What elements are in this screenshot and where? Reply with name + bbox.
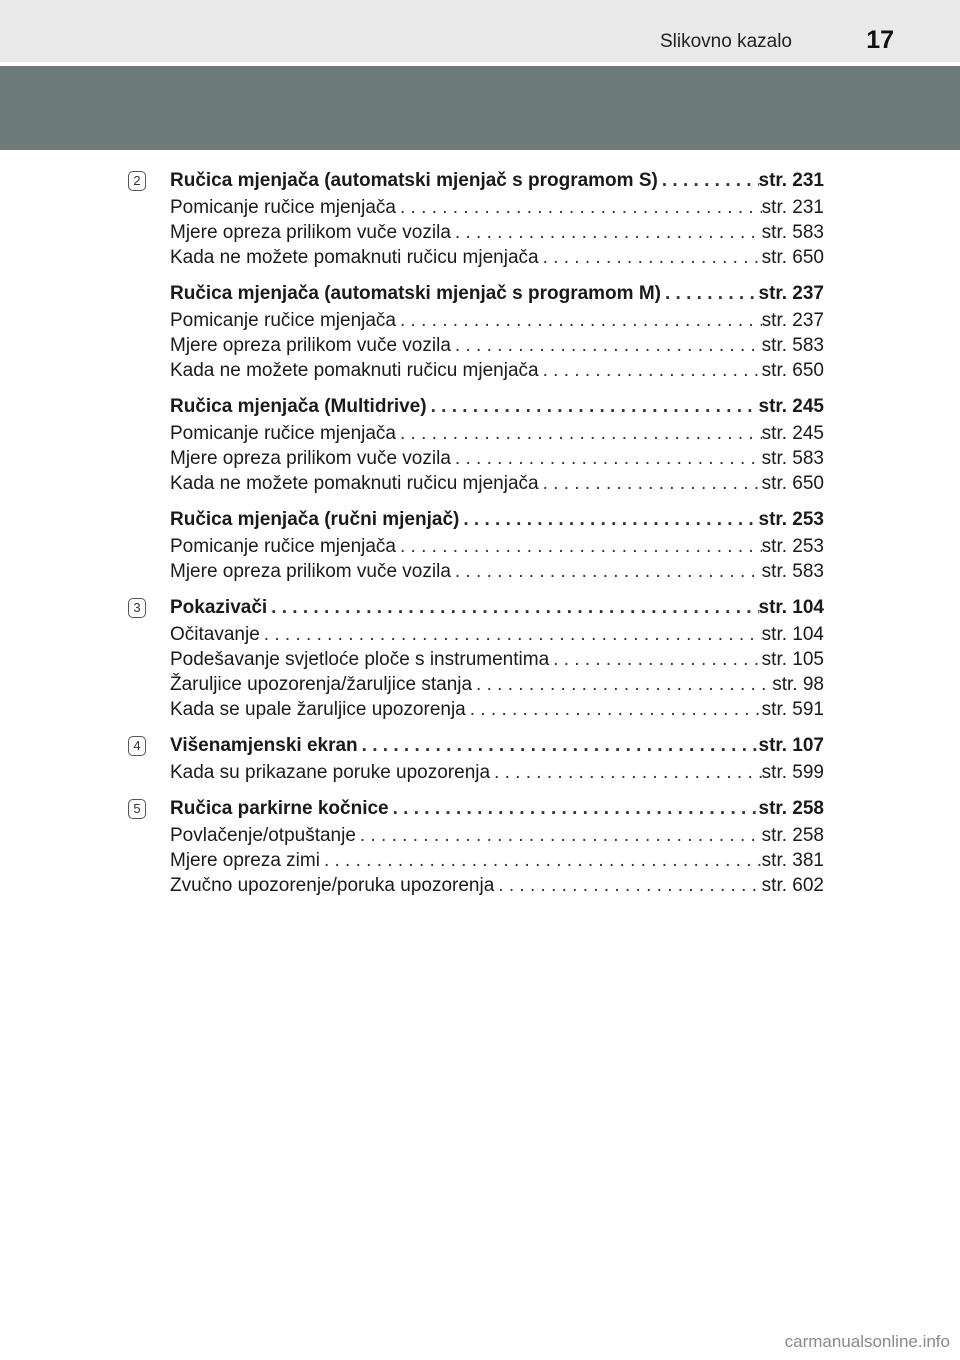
index-entry: [170, 534, 824, 559]
page-reference: str. 258: [761, 825, 824, 846]
page-reference: str. 104: [761, 624, 824, 645]
index-heading: [170, 168, 824, 193]
dot-leader: [320, 848, 762, 873]
page-reference: str. 650: [761, 360, 824, 381]
index-heading: [170, 507, 824, 532]
dot-leader: [466, 697, 762, 722]
page-reference: str. 231: [761, 197, 824, 218]
index-group: [132, 796, 824, 898]
page-reference: str. 245: [758, 396, 824, 417]
entry-text: Ručica mjenjača (ručni mjenjač): [170, 509, 460, 530]
page-reference: str. 245: [761, 423, 824, 444]
entry-text: Kada ne možete pomaknuti ručicu mjenjača: [170, 473, 539, 494]
dot-leader: [451, 559, 762, 584]
index-heading: [170, 595, 824, 620]
index-entry: [170, 195, 824, 220]
dot-leader: [396, 195, 762, 220]
index-entry: [170, 471, 824, 496]
entry-text: Ručica mjenjača (Multidrive): [170, 396, 427, 417]
index-entry: [170, 358, 824, 383]
index-entry: [170, 245, 824, 270]
entry-text: Ručica parkirne kočnice: [170, 798, 389, 819]
watermark: carmanualsonline.info: [784, 1332, 950, 1351]
index-group: [132, 733, 824, 785]
dot-leader: [539, 358, 762, 383]
dot-leader: [472, 672, 772, 697]
dot-leader: [451, 220, 762, 245]
entry-text: Pomicanje ručice mjenjača: [170, 423, 396, 444]
index-heading: [170, 281, 824, 306]
index-entry: [170, 220, 824, 245]
index-entry: [170, 672, 824, 697]
entry-text: Kada ne možete pomaknuti ručicu mjenjača: [170, 247, 539, 268]
dot-leader: [549, 647, 762, 672]
entry-text: Povlačenje/otpuštanje: [170, 825, 356, 846]
dot-leader: [389, 796, 759, 821]
index-entry: [170, 559, 824, 584]
page-reference: str. 583: [761, 561, 824, 582]
index-entry: [170, 308, 824, 333]
entry-text: Višenamjenski ekran: [170, 735, 358, 756]
entry-text: Ručica mjenjača (automatski mjenjač s programom M): [170, 283, 661, 304]
index-entry: [170, 823, 824, 848]
entry-text: Kada ne možete pomaknuti ručicu mjenjača: [170, 360, 539, 381]
dot-leader: [260, 622, 762, 647]
index-group: [132, 595, 824, 722]
page-reference: str. 104: [758, 597, 824, 618]
index-group: [132, 168, 824, 270]
dot-leader: [539, 245, 762, 270]
entry-text: Pomicanje ručice mjenjača: [170, 310, 396, 331]
page-reference: str. 237: [761, 310, 824, 331]
index-entry: [170, 760, 824, 785]
index-list: [132, 168, 824, 909]
index-entry: [170, 647, 824, 672]
page-reference: str. 253: [761, 536, 824, 557]
section-title: Slikovno kazalo: [659, 31, 792, 52]
index-heading: [170, 796, 824, 821]
page-reference: str. 650: [761, 473, 824, 494]
page-reference: str. 381: [761, 850, 824, 871]
index-entry: [170, 421, 824, 446]
dot-leader: [396, 534, 762, 559]
entry-text: Podešavanje svjetloće ploče s instrumentima: [170, 649, 550, 670]
index-heading: [170, 394, 824, 419]
page-reference: str. 583: [761, 222, 824, 243]
dot-leader: [539, 471, 762, 496]
page-number: 17: [866, 26, 894, 54]
page-reference: str. 583: [761, 335, 824, 356]
index-entry: [170, 873, 824, 898]
page-header: [0, 0, 960, 62]
index-group: [132, 507, 824, 584]
dot-leader: [451, 333, 762, 358]
page-reference: str. 591: [761, 699, 824, 720]
page-reference: str. 105: [761, 649, 824, 670]
dot-leader: [356, 823, 762, 848]
page-reference: str. 258: [758, 798, 824, 819]
page-reference: str. 98: [772, 674, 824, 695]
index-group: [132, 281, 824, 383]
callout-number-marker: 3: [128, 598, 146, 618]
entry-text: Pomicanje ručice mjenjača: [170, 197, 396, 218]
entry-text: Mjere opreza prilikom vuče vozila: [170, 448, 451, 469]
page-reference: str. 602: [761, 875, 824, 896]
dot-leader: [267, 595, 758, 620]
dot-leader: [451, 446, 762, 471]
page-reference: str. 583: [761, 448, 824, 469]
index-heading: [170, 733, 824, 758]
index-entry: [170, 622, 824, 647]
page-reference: str. 599: [761, 762, 824, 783]
page-reference: str. 253: [758, 509, 824, 530]
dot-leader: [427, 394, 759, 419]
callout-number-marker: 2: [128, 171, 146, 191]
dot-leader: [658, 168, 759, 193]
callout-number-marker: 4: [128, 736, 146, 756]
entry-text: Mjere opreza prilikom vuče vozila: [170, 335, 451, 356]
entry-text: Pomicanje ručice mjenjača: [170, 536, 396, 557]
dot-leader: [661, 281, 759, 306]
dot-leader: [494, 873, 761, 898]
entry-text: Ručica mjenjača (automatski mjenjač s programom S): [170, 170, 658, 191]
index-group: [132, 394, 824, 496]
index-entry: [170, 848, 824, 873]
page-reference: str. 107: [758, 735, 824, 756]
index-entry: [170, 446, 824, 471]
entry-text: Kada su prikazane poruke upozorenja: [170, 762, 491, 783]
dot-leader: [459, 507, 758, 532]
entry-text: Mjere opreza prilikom vuče vozila: [170, 222, 451, 243]
entry-text: Mjere opreza prilikom vuče vozila: [170, 561, 451, 582]
page-reference: str. 237: [758, 283, 824, 304]
entry-text: Pokazivači: [170, 597, 268, 618]
dot-leader: [396, 421, 762, 446]
index-entry: [170, 333, 824, 358]
dot-leader: [396, 308, 762, 333]
dot-leader: [490, 760, 762, 785]
entry-text: Kada se upale žaruljice upozorenja: [170, 699, 466, 720]
index-entry: [170, 697, 824, 722]
entry-text: Žaruljice upozorenja/žaruljice stanja: [170, 674, 473, 695]
entry-text: Mjere opreza zimi: [170, 850, 320, 871]
callout-number-marker: 5: [128, 799, 146, 819]
page-reference: str. 650: [761, 247, 824, 268]
dot-leader: [358, 733, 759, 758]
header-band: [0, 66, 960, 150]
entry-text: Očitavanje: [170, 624, 260, 645]
page-reference: str. 231: [758, 170, 824, 191]
entry-text: Zvučno upozorenje/poruka upozorenja: [170, 875, 495, 896]
